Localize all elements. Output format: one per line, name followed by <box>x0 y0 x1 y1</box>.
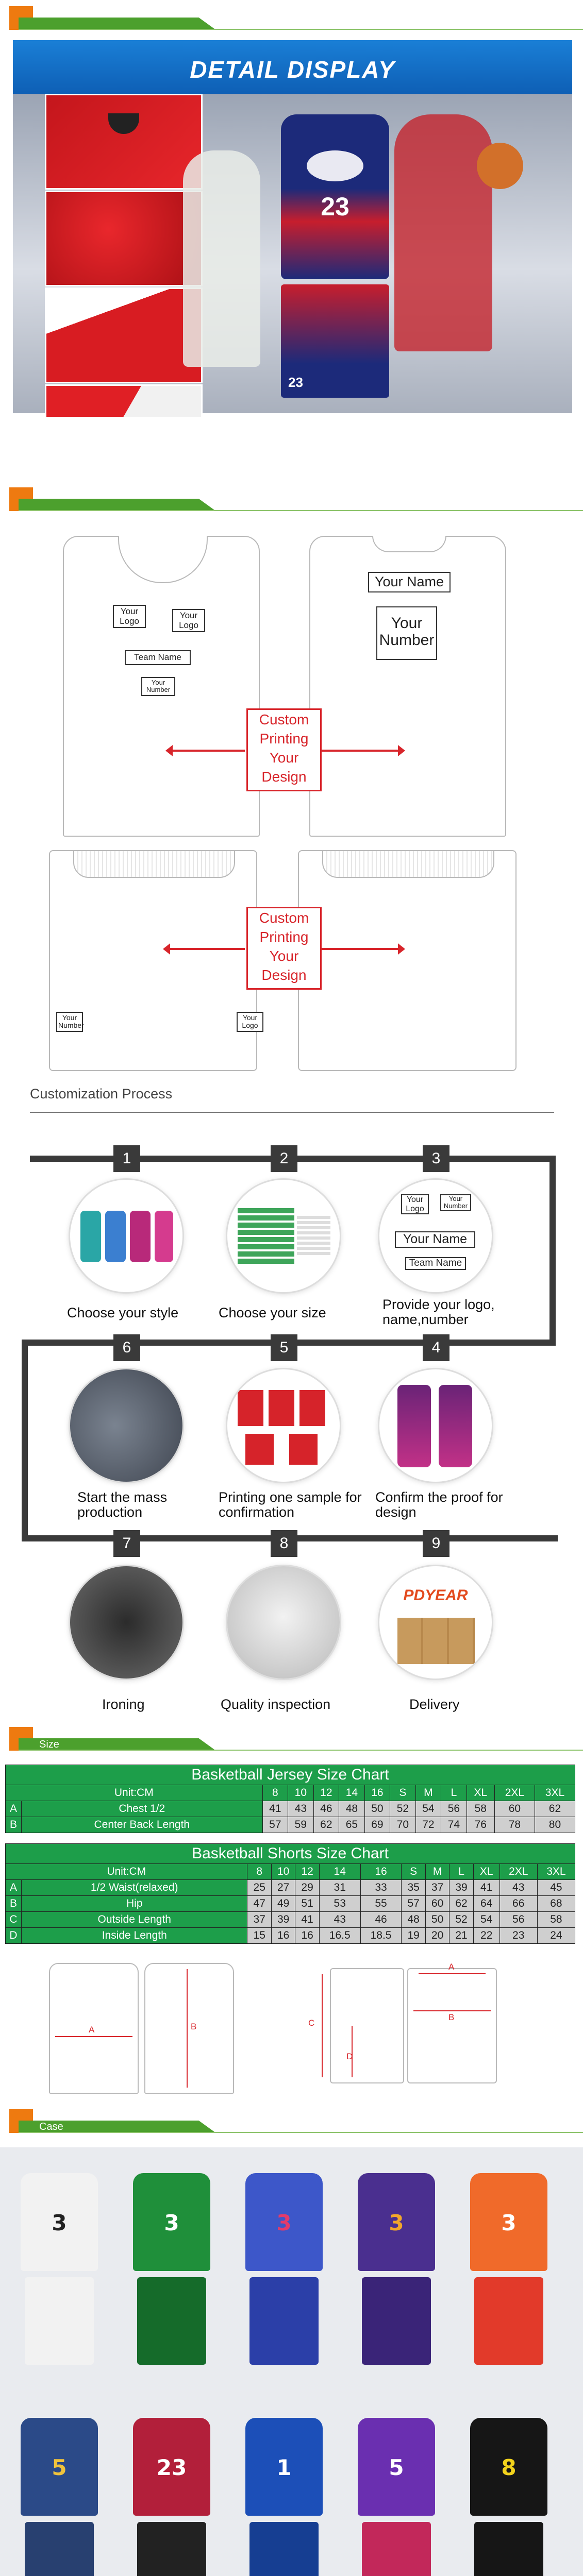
waistband-back <box>322 850 494 878</box>
value-cell: 43 <box>319 1912 360 1928</box>
step-image-production <box>70 1369 182 1482</box>
step-number-2: 2 <box>271 1145 297 1172</box>
size-cell: M <box>415 1785 441 1801</box>
size-cell: L <box>449 1864 473 1880</box>
process-rule <box>30 1112 554 1113</box>
fabric-thumb-side <box>45 384 203 418</box>
value-cell: 55 <box>360 1896 402 1912</box>
measure-line-a <box>419 1973 486 1974</box>
value-cell: 16 <box>271 1928 295 1944</box>
measure-jersey-back <box>144 1963 234 2094</box>
case-uniform <box>123 2408 221 2576</box>
sample-piece <box>299 1390 325 1426</box>
size-cell: 10 <box>271 1864 295 1880</box>
value-cell: 80 <box>535 1817 575 1833</box>
value-cell: 37 <box>247 1912 271 1928</box>
value-cell: 50 <box>364 1801 390 1817</box>
case-shorts <box>25 2277 94 2365</box>
row-name: Outside Length <box>22 1912 247 1928</box>
size-chart-thumb <box>297 1216 330 1257</box>
logo-placeholder-text: Your Logo <box>179 611 198 630</box>
value-cell: 45 <box>537 1880 575 1896</box>
value-cell: 50 <box>425 1912 449 1928</box>
table-header-row <box>6 1785 575 1801</box>
jersey-collar <box>118 536 208 583</box>
value-cell: 29 <box>295 1880 319 1896</box>
process-track-left <box>22 1340 28 1540</box>
arrow-right-icon <box>321 750 398 752</box>
value-cell: 48 <box>402 1912 425 1928</box>
case-uniform <box>235 2163 333 2384</box>
value-cell: 24 <box>537 1928 575 1944</box>
value-cell: 18.5 <box>360 1928 402 1944</box>
sample-piece <box>245 1434 274 1465</box>
featured-shorts <box>281 284 389 398</box>
size-cell: 8 <box>247 1864 271 1880</box>
value-cell: 21 <box>449 1928 473 1944</box>
jersey-number: 23 <box>321 192 349 221</box>
case-jersey-number: 3 <box>276 2210 292 2235</box>
case-uniform <box>460 2408 558 2576</box>
value-cell: 39 <box>449 1880 473 1896</box>
number-placeholder-small <box>141 677 175 696</box>
value-cell: 15 <box>247 1928 271 1944</box>
value-cell: 49 <box>271 1896 295 1912</box>
value-cell: 57 <box>262 1817 288 1833</box>
value-cell: 65 <box>339 1817 365 1833</box>
value-cell: 54 <box>473 1912 499 1928</box>
measure-label-a: A <box>448 1962 455 1972</box>
shorts-logo-placeholder <box>237 1012 263 1032</box>
table-row <box>6 1880 575 1896</box>
case-jersey-number: 1 <box>276 2455 292 2480</box>
proof-jersey <box>397 1385 431 1467</box>
logo-placeholder-right <box>172 609 205 632</box>
name-placeholder <box>368 572 451 592</box>
tag-text: Team Name <box>409 1258 462 1268</box>
value-cell: 54 <box>415 1801 441 1817</box>
value-cell: 47 <box>247 1896 271 1912</box>
value-cell: 35 <box>402 1880 425 1896</box>
custom-printing-line-3: Your <box>269 750 299 766</box>
value-cell: 48 <box>339 1801 365 1817</box>
table-header-row <box>6 1864 575 1880</box>
size-cell: 16 <box>360 1864 402 1880</box>
row-key: A <box>6 1880 22 1896</box>
size-cell: 8 <box>262 1785 288 1801</box>
step-number-9: 9 <box>423 1530 449 1557</box>
tag-your-logo <box>401 1194 429 1214</box>
detail-display-title: DETAIL DISPLAY <box>190 56 395 83</box>
waistband <box>73 850 235 878</box>
step-label-9: Delivery <box>409 1697 460 1712</box>
tag-your-number <box>440 1194 471 1211</box>
shorts-number: 23 <box>288 375 303 390</box>
value-cell: 53 <box>319 1896 360 1912</box>
measure-label-c: C <box>308 2018 315 2028</box>
value-cell: 70 <box>390 1817 416 1833</box>
name-placeholder-text: Your Name <box>374 574 444 589</box>
basketball-icon <box>477 143 523 189</box>
jersey-thumb <box>130 1211 151 1262</box>
measure-shorts-front <box>407 1962 497 2083</box>
row-name: 1/2 Waist(relaxed) <box>22 1880 247 1896</box>
section-header-template <box>0 487 583 513</box>
jersey-size-table <box>5 1765 575 1833</box>
step-image-ironing <box>70 1566 182 1679</box>
case-uniform <box>347 2408 445 2576</box>
tag-text: Your <box>406 1195 424 1204</box>
case-shorts <box>249 2277 319 2365</box>
brand-logo: PDYEAR <box>403 1587 468 1604</box>
step-label-6: Start the mass production <box>77 1489 168 1520</box>
custom-printing-label <box>246 708 322 791</box>
fabric-thumb-mesh <box>45 191 203 286</box>
value-cell: 58 <box>537 1912 575 1928</box>
section-tab <box>19 499 214 510</box>
case-jersey-number: 8 <box>501 2455 517 2480</box>
case-jersey-number: 3 <box>52 2210 67 2235</box>
step-image-style <box>70 1180 182 1292</box>
team-name-text: Team Name <box>134 652 181 662</box>
custom-printing-line-4: Design <box>261 967 307 983</box>
jersey-table-title: Basketball Jersey Size Chart <box>6 1765 575 1785</box>
size-cell: XL <box>467 1785 494 1801</box>
size-cell: 2XL <box>494 1785 535 1801</box>
value-cell: 60 <box>494 1801 535 1817</box>
measure-line-c <box>322 1974 323 2077</box>
value-cell: 60 <box>425 1896 449 1912</box>
value-cell: 72 <box>415 1817 441 1833</box>
case-shorts <box>474 2277 543 2365</box>
jersey-collar-back <box>372 536 446 552</box>
number-placeholder-large <box>376 606 437 660</box>
table-row <box>6 1817 575 1833</box>
step-number-4: 4 <box>423 1334 449 1361</box>
value-cell: 41 <box>473 1880 499 1896</box>
section-header-detail <box>0 6 583 32</box>
row-name: Inside Length <box>22 1928 247 1944</box>
measure-shorts-side <box>308 1968 404 2083</box>
jersey-template-back <box>309 536 506 837</box>
section-tab <box>19 18 214 29</box>
value-cell: 16 <box>295 1928 319 1944</box>
case-jersey-number: 3 <box>389 2210 404 2235</box>
case-uniform <box>10 2163 108 2384</box>
value-cell: 22 <box>473 1928 499 1944</box>
size-cell: M <box>425 1864 449 1880</box>
sample-piece <box>269 1390 294 1426</box>
value-cell: 66 <box>499 1896 537 1912</box>
value-cell: 76 <box>467 1817 494 1833</box>
player-photo-left <box>183 150 260 367</box>
measure-line-b <box>187 1969 188 2088</box>
number-placeholder-text: Your Number <box>58 1013 84 1030</box>
table-row <box>6 1928 575 1944</box>
step-image-size <box>227 1180 340 1292</box>
value-cell: 33 <box>360 1880 402 1896</box>
measure-line-a <box>55 2036 132 2037</box>
step-label-8: Quality inspection <box>221 1697 331 1712</box>
value-cell: 46 <box>360 1912 402 1928</box>
arrow-left-icon <box>170 948 245 950</box>
logo-placeholder-text: Your Logo <box>120 606 139 626</box>
measure-label-d: D <box>346 2052 353 2061</box>
step-image-sample <box>227 1369 340 1482</box>
value-cell: 41 <box>295 1912 319 1928</box>
table-row <box>6 1896 575 1912</box>
case-jersey-number: 3 <box>501 2210 517 2235</box>
value-cell: 59 <box>288 1817 314 1833</box>
measure-jersey-front <box>49 1963 139 2094</box>
row-key: C <box>6 1912 22 1928</box>
shorts-template-front <box>49 850 257 1071</box>
step-label-4: Confirm the proof for design <box>375 1489 503 1520</box>
value-cell: 69 <box>364 1817 390 1833</box>
value-cell: 41 <box>262 1801 288 1817</box>
jersey-thumb <box>80 1211 101 1262</box>
section-label-case: Case <box>39 2121 63 2132</box>
size-cell: 3XL <box>535 1785 575 1801</box>
case-uniform <box>10 2408 108 2576</box>
custom-printing-line-3: Your <box>269 948 299 964</box>
case-uniform <box>460 2163 558 2384</box>
tag-text: Logo <box>406 1204 424 1213</box>
value-cell: 62 <box>449 1896 473 1912</box>
step-label-7: Ironing <box>102 1697 145 1712</box>
case-jersey-number: 5 <box>52 2455 67 2480</box>
section-rule <box>19 510 583 511</box>
value-cell: 20 <box>425 1928 449 1944</box>
logo-placeholder-left <box>113 605 146 628</box>
section-header-size <box>0 1727 583 1753</box>
size-cell: 10 <box>288 1785 314 1801</box>
step-image-logo <box>379 1180 492 1292</box>
table-row <box>6 1801 575 1817</box>
value-cell: 52 <box>449 1912 473 1928</box>
arrow-left-icon <box>173 750 245 752</box>
case-shorts <box>25 2522 94 2576</box>
case-shorts <box>362 2522 431 2576</box>
team-name-placeholder <box>125 650 191 665</box>
jersey-thumb <box>105 1211 126 1262</box>
step-number-5: 5 <box>271 1334 297 1361</box>
shorts-size-table <box>5 1843 575 1944</box>
size-cell: 16 <box>364 1785 390 1801</box>
process-track-right <box>549 1156 556 1345</box>
unit-cell: Unit:CM <box>6 1864 247 1880</box>
size-cell: S <box>402 1864 425 1880</box>
step-image-delivery <box>379 1566 492 1679</box>
case-gallery <box>0 2147 583 2576</box>
value-cell: 56 <box>441 1801 467 1817</box>
custom-printing-line-1: Custom <box>259 910 309 926</box>
custom-printing-line-2: Printing <box>259 929 309 945</box>
value-cell: 57 <box>402 1896 425 1912</box>
measure-label-b: B <box>191 2022 197 2031</box>
logo-placeholder-text: Your Logo <box>242 1013 258 1030</box>
value-cell: 68 <box>537 1896 575 1912</box>
custom-printing-line-4: Design <box>261 769 307 785</box>
step-label-3: Provide your logo, name,number <box>382 1297 495 1328</box>
size-cell: 12 <box>313 1785 339 1801</box>
shorts-number-placeholder-left <box>56 1012 83 1032</box>
value-cell: 52 <box>390 1801 416 1817</box>
value-cell: 62 <box>535 1801 575 1817</box>
tag-text: Your <box>448 1195 463 1202</box>
section-rule <box>19 1750 583 1751</box>
value-cell: 37 <box>425 1880 449 1896</box>
value-cell: 51 <box>295 1896 319 1912</box>
step-image-proof <box>379 1369 492 1482</box>
custom-printing-line-2: Printing <box>259 731 309 747</box>
row-key: B <box>6 1896 22 1912</box>
jersey-thumb <box>155 1211 173 1262</box>
tag-text: Your Name <box>403 1232 468 1246</box>
custom-printing-label-shorts <box>246 907 322 990</box>
fabric-thumb-collar <box>45 94 203 190</box>
sample-piece <box>289 1434 318 1465</box>
row-name: Center Back Length <box>22 1817 263 1833</box>
value-cell: 62 <box>313 1817 339 1833</box>
size-cell: 2XL <box>499 1864 537 1880</box>
section-rule <box>19 2132 583 2133</box>
value-cell: 39 <box>271 1912 295 1928</box>
value-cell: 43 <box>499 1880 537 1896</box>
table-row <box>6 1912 575 1928</box>
number-placeholder-text: Your Number <box>379 615 435 649</box>
size-cell: L <box>441 1785 467 1801</box>
case-jersey-number: 3 <box>164 2210 179 2235</box>
featured-jersey <box>281 114 389 279</box>
process-title: Customization Process <box>30 1086 173 1101</box>
size-cell: 3XL <box>537 1864 575 1880</box>
value-cell: 25 <box>247 1880 271 1896</box>
measure-label-a: A <box>89 2025 95 2035</box>
row-key: A <box>6 1801 22 1817</box>
step-label-5: Printing one sample for confirmation <box>219 1489 362 1520</box>
number-placeholder-text: Your Number <box>146 679 171 694</box>
step-number-7: 7 <box>113 1530 140 1557</box>
fabric-thumb-hem <box>45 287 203 383</box>
step-label-2: Choose your size <box>219 1305 326 1320</box>
measure-label-b: B <box>448 2012 455 2022</box>
case-jersey-number: 5 <box>389 2455 404 2480</box>
custom-printing-line-1: Custom <box>259 711 309 727</box>
value-cell: 43 <box>288 1801 314 1817</box>
arrow-right-icon <box>321 948 398 950</box>
measure-line-b <box>413 2010 491 2011</box>
shorts-template-back <box>298 850 517 1071</box>
size-chart-thumb <box>238 1208 294 1265</box>
case-shorts <box>362 2277 431 2365</box>
value-cell: 64 <box>473 1896 499 1912</box>
value-cell: 27 <box>271 1880 295 1896</box>
row-key: B <box>6 1817 22 1833</box>
step-number-1: 1 <box>113 1145 140 1172</box>
section-header-case <box>0 2109 583 2135</box>
value-cell: 16.5 <box>319 1928 360 1944</box>
detail-display-photo <box>13 94 572 413</box>
value-cell: 19 <box>402 1928 425 1944</box>
value-cell: 23 <box>499 1928 537 1944</box>
jersey-logo <box>307 150 363 181</box>
size-cell: 12 <box>295 1864 319 1880</box>
row-name: Hip <box>22 1896 247 1912</box>
shorts-table-title: Basketball Shorts Size Chart <box>6 1844 575 1864</box>
step-label-1: Choose your style <box>67 1305 179 1320</box>
step-number-3: 3 <box>423 1145 449 1172</box>
value-cell: 78 <box>494 1817 535 1833</box>
step-image-inspection <box>227 1566 340 1679</box>
section-rule <box>19 29 583 30</box>
proof-jersey <box>439 1385 472 1467</box>
value-cell: 31 <box>319 1880 360 1896</box>
row-key: D <box>6 1928 22 1944</box>
case-uniform <box>123 2163 221 2384</box>
case-shorts <box>137 2277 206 2365</box>
size-cell: S <box>390 1785 416 1801</box>
case-shorts <box>137 2522 206 2576</box>
case-shorts <box>474 2522 543 2576</box>
sample-piece <box>238 1390 263 1426</box>
size-cell: 14 <box>339 1785 365 1801</box>
unit-cell: Unit:CM <box>6 1785 263 1801</box>
size-cell: XL <box>473 1864 499 1880</box>
case-uniform <box>347 2163 445 2384</box>
parcel-box <box>397 1618 475 1664</box>
value-cell: 56 <box>499 1912 537 1928</box>
value-cell: 46 <box>313 1801 339 1817</box>
case-uniform <box>235 2408 333 2576</box>
detail-display-banner <box>13 40 572 94</box>
case-shorts <box>249 2522 319 2576</box>
section-label-size: Size <box>39 1739 59 1750</box>
step-number-6: 6 <box>113 1334 140 1361</box>
player-photo-right <box>394 114 492 351</box>
jersey-template-front <box>63 536 260 837</box>
value-cell: 58 <box>467 1801 494 1817</box>
size-cell: 14 <box>319 1864 360 1880</box>
tag-team-name <box>405 1257 466 1270</box>
tag-text: Number <box>443 1202 468 1210</box>
case-jersey-number: 23 <box>156 2455 187 2480</box>
tag-your-name <box>395 1231 475 1248</box>
step-number-8: 8 <box>271 1530 297 1557</box>
row-name: Chest 1/2 <box>22 1801 263 1817</box>
value-cell: 74 <box>441 1817 467 1833</box>
